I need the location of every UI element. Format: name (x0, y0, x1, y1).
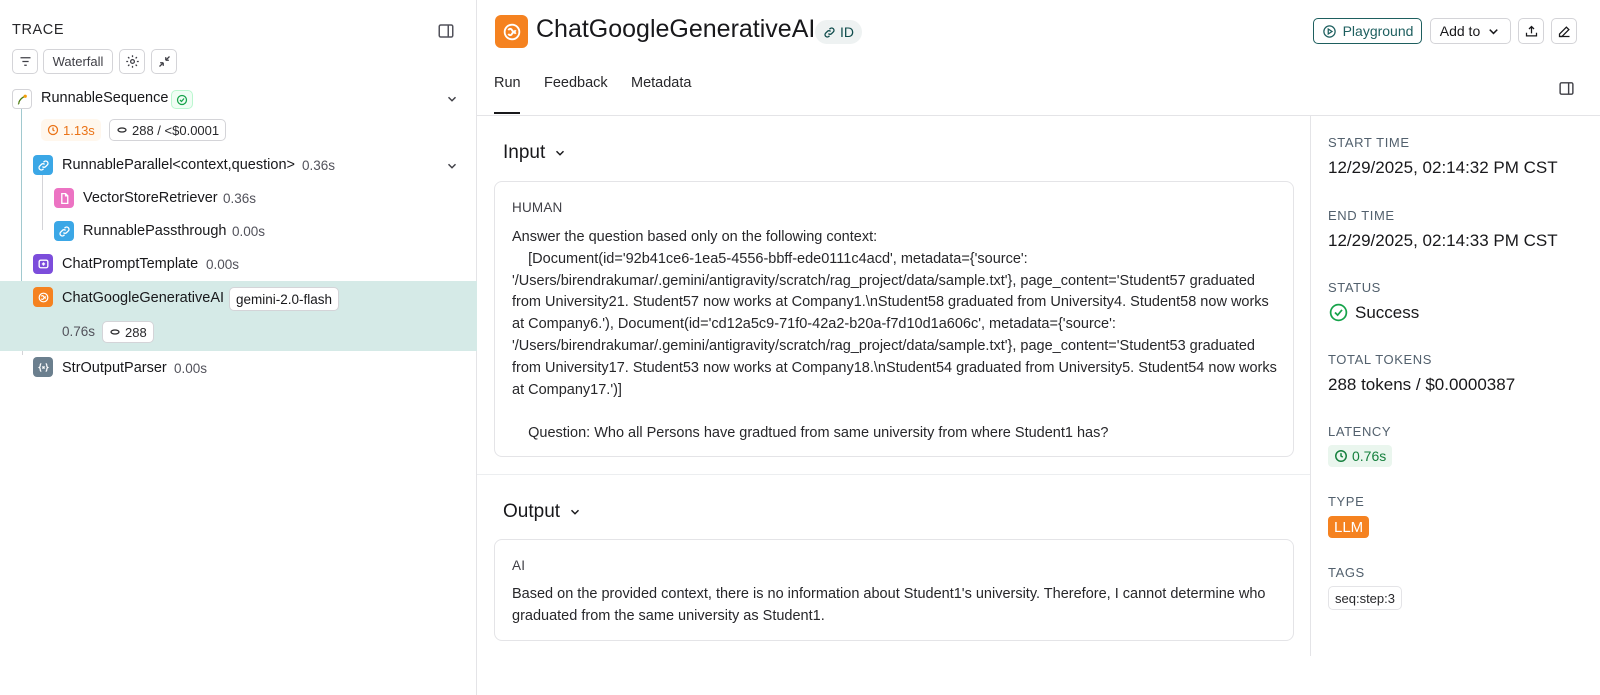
collapse-arrows-icon (157, 54, 172, 69)
end-time-label: END TIME (1328, 208, 1395, 223)
node-time: 0.00s (174, 361, 208, 376)
tabs-divider (477, 115, 1600, 116)
end-time-value: 12/29/2025, 02:14:33 PM CST (1328, 231, 1558, 250)
input-card (494, 181, 1294, 457)
status-value (1328, 302, 1419, 323)
tokens-pill (102, 321, 154, 343)
node-time: 0.76s (62, 324, 96, 339)
pencil-icon (1557, 24, 1572, 39)
tree-node-vector-store-retriever[interactable]: VectorStoreRetriever (83, 190, 218, 206)
start-time-value: 12/29/2025, 02:14:32 PM CST (1328, 158, 1558, 177)
parser-icon (33, 357, 53, 377)
success-badge (171, 90, 193, 109)
upload-icon (1524, 24, 1539, 39)
tag-badge[interactable]: seq:step:3 (1328, 586, 1402, 610)
share-button[interactable] (1518, 18, 1544, 44)
prompt-icon (33, 254, 53, 274)
latency-label: LATENCY (1328, 424, 1392, 439)
copy-id-button[interactable] (815, 20, 862, 44)
tree-line (21, 108, 22, 288)
trace-title: TRACE (12, 22, 65, 38)
chevron-down-icon (568, 505, 582, 519)
check-circle-icon (1328, 302, 1349, 323)
filter-icon (18, 54, 33, 69)
clock-icon (1334, 449, 1348, 463)
run-title: ChatGoogleGenerativeAI (536, 15, 816, 43)
input-section-toggle[interactable] (503, 142, 567, 164)
type-label: TYPE (1328, 494, 1365, 509)
tree-node-runnable-passthrough[interactable]: RunnablePassthrough (83, 223, 227, 239)
filter-button[interactable] (12, 49, 38, 74)
playground-label: Playground (1342, 23, 1414, 39)
collapse-all-button[interactable] (151, 49, 177, 74)
id-label: ID (840, 24, 854, 40)
link-icon (33, 155, 53, 175)
root-tokens-cost: 288 / <$0.0001 (132, 122, 220, 138)
status-text: Success (1355, 302, 1420, 322)
active-tab-indicator (494, 112, 520, 114)
human-role-label: HUMAN (512, 200, 563, 215)
chevron-down-icon (1486, 24, 1501, 39)
tokens-cost-pill (109, 119, 226, 141)
check-circle-icon (176, 94, 188, 106)
chevron-down-icon[interactable] (445, 159, 459, 173)
add-to-button[interactable] (1430, 18, 1511, 44)
settings-button[interactable] (119, 49, 145, 74)
model-badge: gemini-2.0-flash (229, 287, 339, 311)
document-icon (54, 188, 74, 208)
output-message: Based on the provided context, there is no information about Student1's university. Therefore, I cannot determine who graduated from the same university as Student1. (512, 586, 1270, 624)
node-time: 0.00s (232, 224, 266, 239)
tree-node-chat-prompt-template[interactable]: ChatPromptTemplate (62, 256, 199, 272)
runnable-sequence-icon (12, 89, 32, 109)
column-divider (1310, 116, 1311, 656)
gear-icon (125, 54, 140, 69)
tree-line-child (42, 175, 43, 230)
ai-role-label: AI (512, 558, 526, 573)
latency-pill (41, 119, 101, 141)
input-title: Input (503, 142, 546, 163)
waterfall-button[interactable]: Waterfall (43, 49, 113, 74)
tab-feedback[interactable]: Feedback (544, 75, 608, 91)
llm-icon (33, 287, 53, 307)
toggle-details-panel-icon[interactable] (1558, 80, 1575, 97)
edit-button[interactable] (1551, 18, 1577, 44)
collapse-sidebar-icon[interactable] (437, 22, 455, 40)
play-circle-icon (1322, 24, 1337, 39)
tab-metadata[interactable]: Metadata (631, 75, 692, 91)
total-tokens-value: 288 tokens / $0.0000387 (1328, 375, 1516, 394)
output-section-toggle[interactable] (503, 501, 582, 523)
tree-node-runnable-parallel[interactable]: RunnableParallel<context,question> (62, 157, 295, 173)
coins-icon (109, 326, 121, 338)
status-label: STATUS (1328, 280, 1381, 295)
total-tokens-label: TOTAL TOKENS (1328, 352, 1433, 367)
node-time: 0.00s (206, 257, 240, 272)
node-time: 0.36s (223, 191, 257, 206)
tree-node-runnable-sequence[interactable]: RunnableSequence (41, 90, 169, 106)
latency-badge (1328, 445, 1392, 467)
node-tokens: 288 (125, 324, 147, 340)
tab-run[interactable]: Run (494, 75, 521, 91)
add-to-label: Add to (1439, 23, 1481, 39)
playground-button[interactable] (1313, 18, 1422, 44)
node-time: 0.36s (302, 158, 336, 173)
link-icon (54, 221, 74, 241)
output-card (494, 539, 1294, 641)
tree-node-str-output-parser[interactable]: StrOutputParser (62, 360, 167, 376)
tree-node-chat-google-generative-ai[interactable]: ChatGoogleGenerativeAI (62, 290, 225, 306)
trace-panel (0, 0, 477, 695)
type-badge: LLM (1328, 516, 1369, 538)
chevron-down-icon (553, 146, 567, 160)
section-divider (477, 474, 1310, 475)
root-latency: 1.13s (63, 122, 95, 138)
start-time-label: START TIME (1328, 135, 1410, 150)
tags-label: TAGS (1328, 565, 1365, 580)
coins-icon (116, 124, 128, 136)
input-message: Answer the question based only on the following context: [Document(id='92b41ce6-1ea5-4556-bbff-ede0111c4acd', metadata={'source': '/Users/birendrakumar/.gemini/antigravity/scratch/rag_project/data/sample.txt'}, page_content='Student57 graduated from University21. Student57 now works at Company1.\nStudent58 graduated from University4. Student58 now works at Company6.'), Document(id='cd12a5c9-71f0-42a2-b20a-f7d10d1a606c', metadata={'source': '/Users/birendrakumar/.gemini/antigravity/scratch/rag_project/data/sample.txt'}, page_content='Student53 graduated from University17. Student53 now works at Company18.\nStudent54 graduated from University5. Student54 now works at Company17.')] Question: Who all Persons have gradtued from same university from where Student1 has? (512, 229, 1277, 442)
chevron-down-icon[interactable] (445, 92, 459, 106)
run-type-icon (495, 15, 528, 48)
output-title: Output (503, 501, 561, 522)
clock-icon (47, 124, 59, 136)
link-icon (823, 26, 836, 39)
latency-value: 0.76s (1352, 448, 1387, 464)
